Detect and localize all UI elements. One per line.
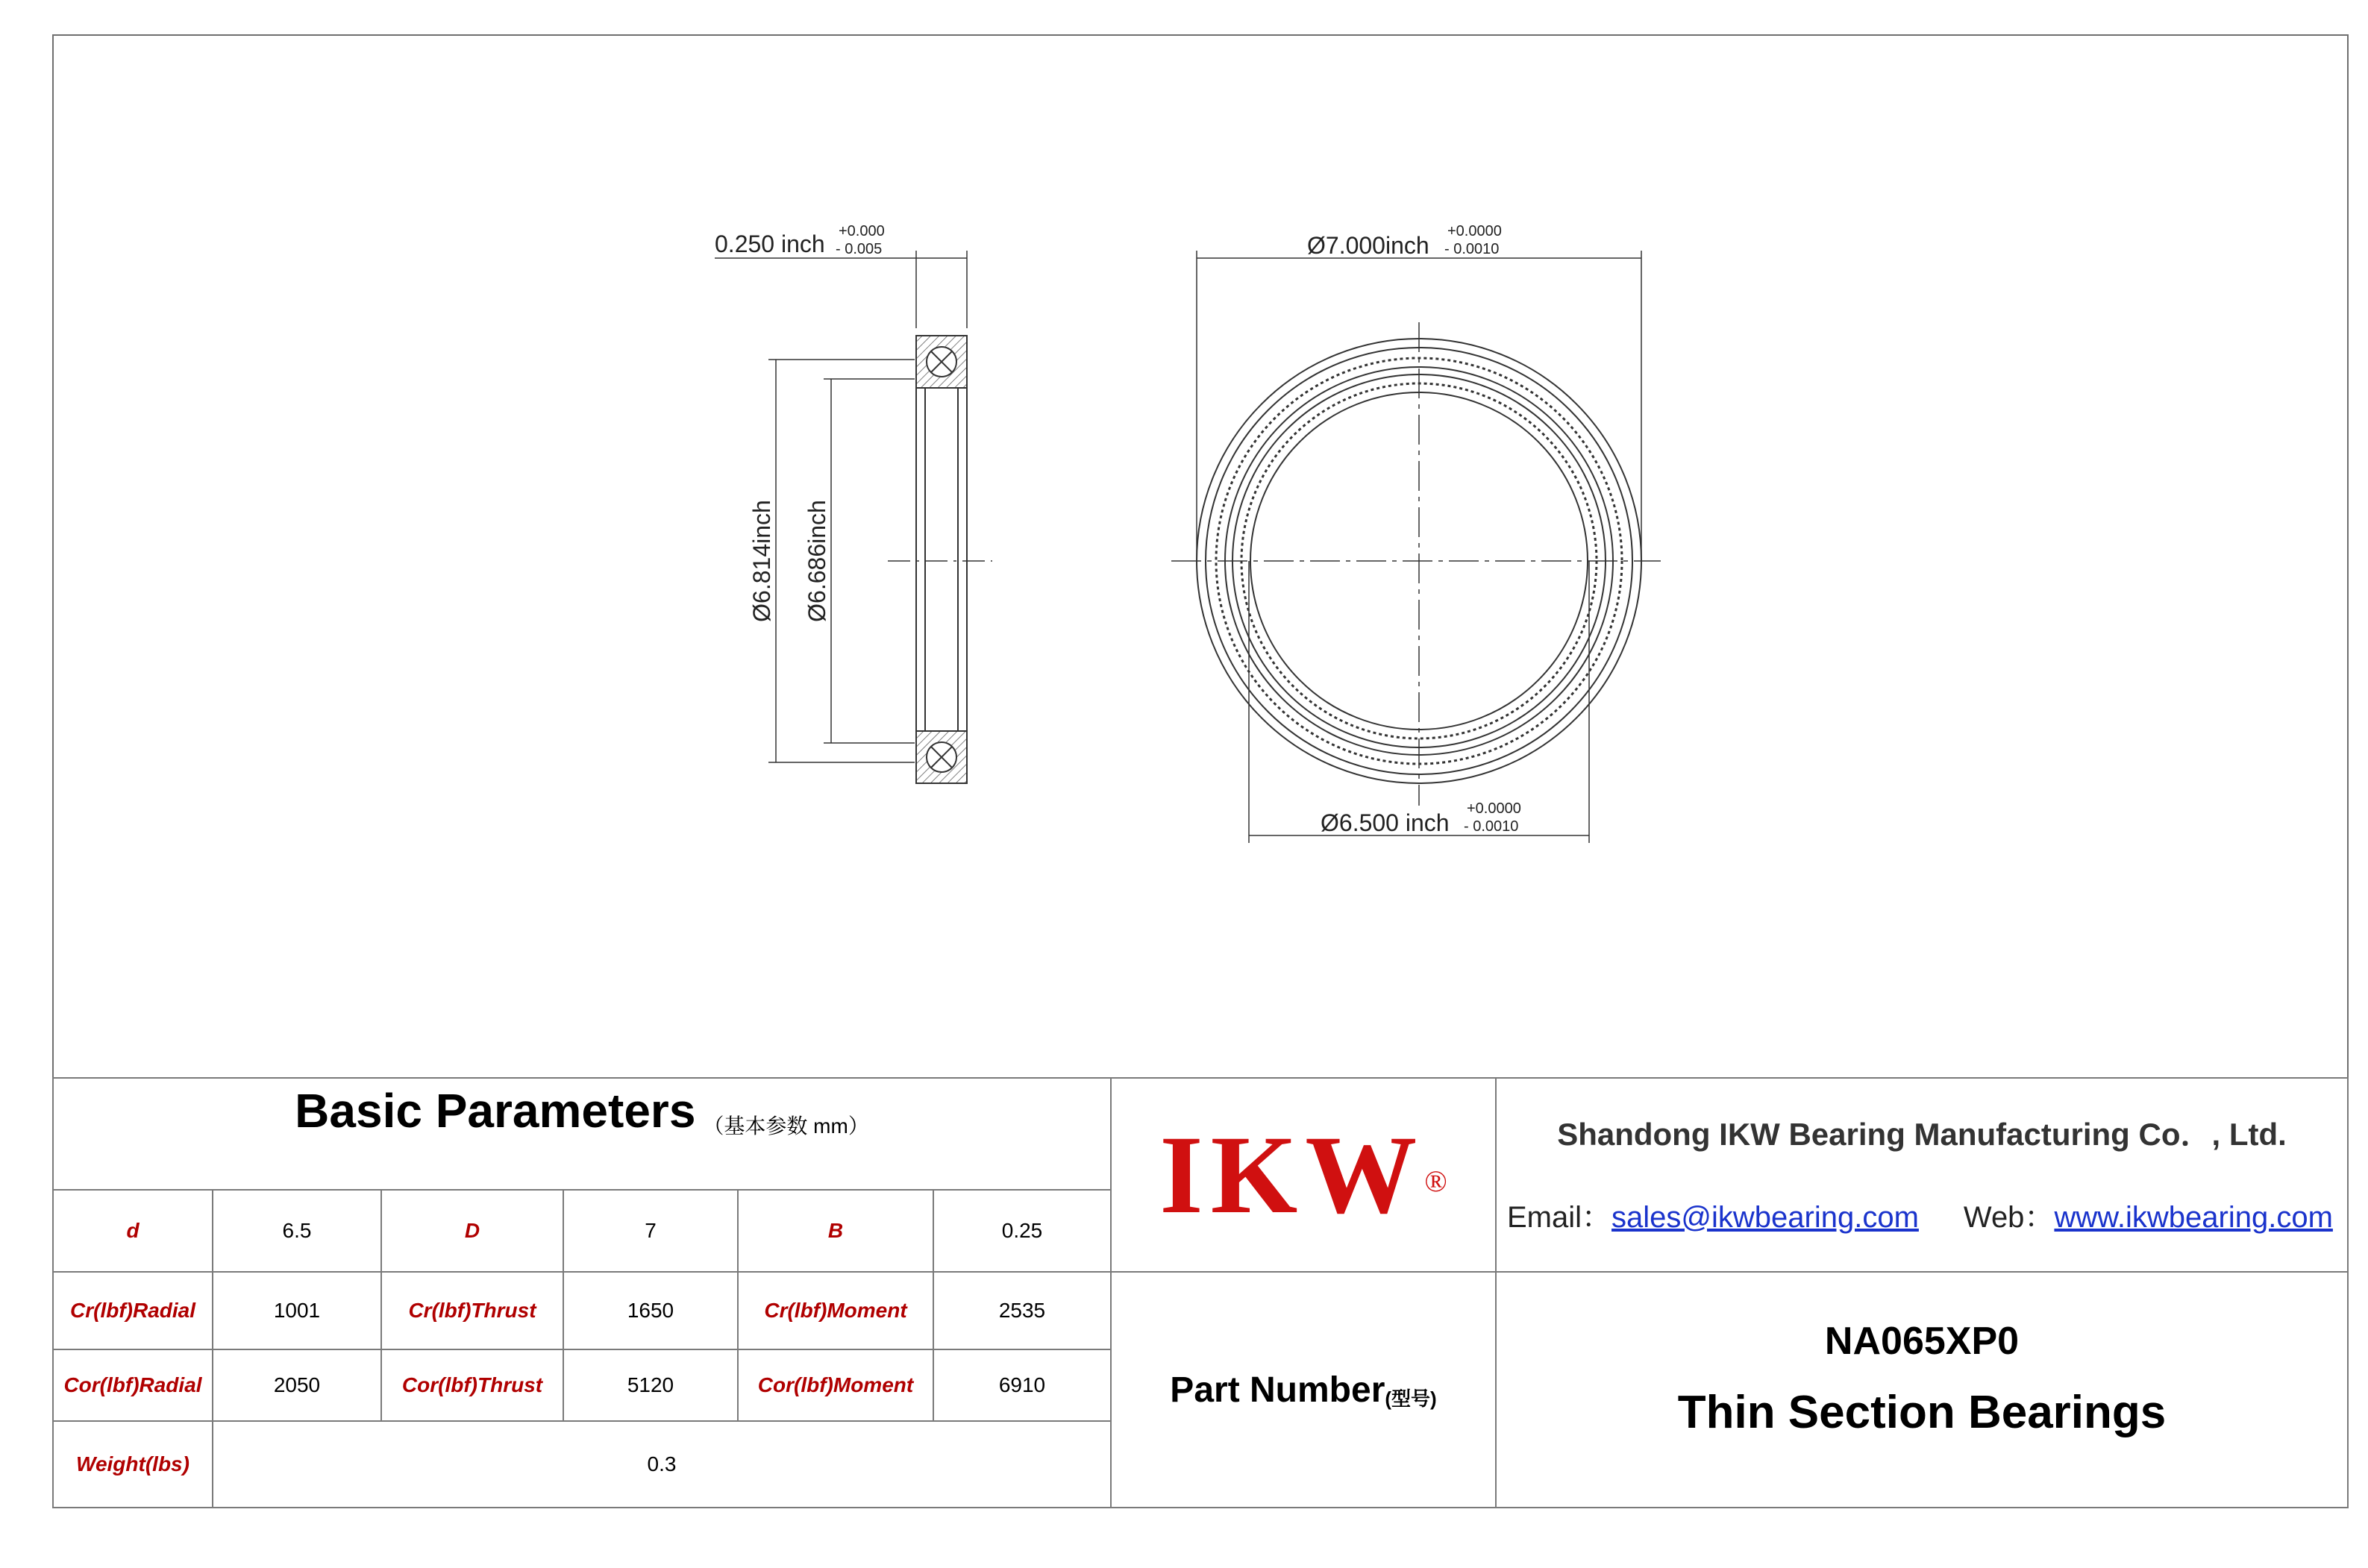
part-number-value-cell: [1497, 1273, 2349, 1508]
basic-parameters-header: [52, 1077, 1112, 1191]
D-value: 7: [564, 1191, 739, 1273]
diameter-6686-value: Ø6.686inch: [804, 500, 830, 622]
bearing-type: Thin Section Bearings: [1677, 1386, 2167, 1438]
web-link[interactable]: www.ikwbearing.com: [2054, 1201, 2333, 1234]
basic-parameters-subtitle: （基本参数 mm）: [703, 1114, 869, 1138]
logo-text: IKW: [1159, 1113, 1425, 1237]
width-tolerance-upper: +0.000: [839, 223, 885, 239]
front-view: [1171, 251, 1661, 843]
weight-value: 0.3: [213, 1422, 1112, 1508]
cr-moment-label: Cr(lbf)Moment: [739, 1273, 934, 1350]
diameter-6814-value: Ø6.814inch: [748, 500, 775, 622]
part-number-label-sub: (型号): [1385, 1387, 1437, 1410]
cor-radial-label: Cor(lbf)Radial: [52, 1350, 213, 1422]
cr-radial-value: 1001: [213, 1273, 382, 1350]
company-info: [1497, 1077, 2349, 1273]
outer-tolerance-lower: - 0.0010: [1444, 241, 1500, 257]
weight-label: Weight(lbs): [52, 1422, 213, 1508]
part-number-label: Part Number: [1170, 1370, 1385, 1410]
company-name: Shandong IKW Bearing Manufacturing Co．, Ltd.: [1557, 1117, 2287, 1152]
basic-parameters-title: Basic Parameters: [295, 1084, 696, 1138]
width-tolerance-lower: - 0.005: [836, 241, 883, 257]
D-label: D: [382, 1191, 564, 1273]
B-label: B: [739, 1191, 934, 1273]
cor-thrust-label: Cor(lbf)Thrust: [382, 1350, 564, 1422]
cor-thrust-value: 5120: [564, 1350, 739, 1422]
outer-diameter-value: Ø7.000inch: [1307, 232, 1429, 259]
cor-radial-value: 2050: [213, 1350, 382, 1422]
registered-mark: ®: [1424, 1164, 1447, 1198]
ikw-logo: [1112, 1077, 1497, 1273]
title-block: [52, 1077, 2349, 1508]
part-number-value: NA065XP0: [1824, 1319, 2020, 1363]
outer-tolerance-upper: +0.0000: [1447, 223, 1502, 239]
web-label: Web：: [1963, 1201, 2055, 1234]
contact-line: [1507, 1194, 2333, 1236]
cr-thrust-value: 1650: [564, 1273, 739, 1350]
email-label: Email：: [1507, 1201, 1612, 1234]
cor-moment-value: 6910: [934, 1350, 1112, 1422]
d-value: 6.5: [213, 1191, 382, 1273]
cor-moment-label: Cor(lbf)Moment: [739, 1350, 934, 1422]
cr-moment-value: 2535: [934, 1273, 1112, 1350]
bore-tolerance-upper: +0.0000: [1467, 800, 1521, 817]
email-link[interactable]: sales@ikwbearing.com: [1611, 1201, 1919, 1234]
cr-thrust-label: Cr(lbf)Thrust: [382, 1273, 564, 1350]
part-number-label-cell: [1112, 1273, 1497, 1508]
B-value: 0.25: [934, 1191, 1112, 1273]
bore-tolerance-lower: - 0.0010: [1464, 818, 1519, 835]
width-dimension-value: 0.250 inch: [715, 231, 825, 257]
d-label: d: [52, 1191, 213, 1273]
cr-radial-label: Cr(lbf)Radial: [52, 1273, 213, 1350]
bore-diameter-value: Ø6.500 inch: [1321, 809, 1450, 836]
